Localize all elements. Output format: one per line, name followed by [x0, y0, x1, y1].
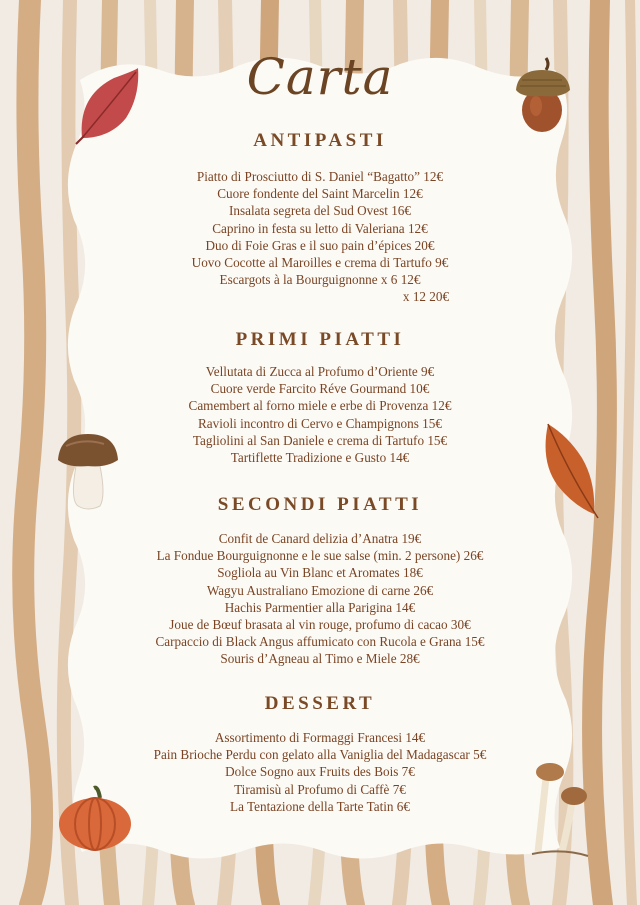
- dish-list: [0, 363, 640, 466]
- dish-item: Cuore fondente del Saint Marcelin 12€: [217, 186, 423, 202]
- dish-item: Tartiflette Tradizione e Gusto 14€: [230, 450, 410, 466]
- section-heading: ANTIPASTI: [253, 130, 387, 151]
- section-dessert: [0, 693, 640, 815]
- section-antipasti: [0, 130, 640, 306]
- dish-item: Vellutata di Zucca al Profumo d’Oriente 9€: [205, 364, 435, 379]
- dish-item: Piatto di Prosciutto di S. Daniel “Bagatto” 12€: [196, 169, 444, 184]
- dish-item: Escargots à la Bourguignonne x 6 12€: [219, 272, 421, 288]
- menu-title: Carta: [246, 48, 394, 106]
- dish-item: Confit de Canard delizia d’Anatra 19€: [218, 531, 422, 546]
- section-secondi: [0, 494, 640, 668]
- dish-item: Duo di Foie Gras e il suo pain d’épices 20€: [205, 237, 435, 253]
- section-heading: DESSERT: [264, 693, 376, 714]
- dish-item: Carpaccio di Black Angus affumicato con Rucola e Grana 15€: [155, 634, 485, 650]
- dish-list: [0, 530, 640, 668]
- dish-item: Assortimento di Formaggi Francesi 14€: [214, 730, 426, 745]
- dish-item: Pain Brioche Perdu con gelato alla Vaniglia del Madagascar 5€: [153, 747, 487, 763]
- dish-item: Souris d’Agneau al Timo e Miele 28€: [220, 651, 420, 667]
- dish-item: Caprino in festa su letto di Valeriana 12€: [212, 220, 428, 236]
- dish-item: Cuore verde Farcito Réve Gourmand 10€: [210, 381, 430, 397]
- dish-item: Wagyu Australiano Emozione di carne 26€: [206, 582, 434, 598]
- dish-item: Tagliolini al San Daniele e crema di Tartufo 15€: [192, 432, 448, 448]
- dish-item: Tiramisù al Profumo di Caffè 7€: [234, 781, 406, 797]
- dish-item: Ravioli incontro di Cervo e Champignons 15€: [198, 415, 442, 431]
- section-primi: [0, 329, 640, 466]
- dish-item: Insalata segreta del Sud Ovest 16€: [228, 203, 411, 219]
- section-heading: SECONDI PIATTI: [217, 494, 423, 515]
- dish-item: Dolce Sogno aux Fruits des Bois 7€: [225, 764, 415, 780]
- dish-item: Camembert al forno miele e erbe di Provenza 12€: [188, 398, 452, 414]
- dish-item: Uovo Cocotte al Maroilles e crema di Tartufo 9€: [191, 255, 449, 271]
- dish-item: Sogliola au Vin Blanc et Aromates 18€: [217, 565, 423, 581]
- section-heading: PRIMI PIATTI: [235, 329, 405, 350]
- dish-list: [0, 168, 640, 306]
- dish-list: [0, 729, 640, 815]
- dish-item: La Fondue Bourguignonne e le sue salse (min. 2 persone) 26€: [156, 548, 484, 564]
- dish-item: Hachis Parmentier alla Parigina 14€: [224, 599, 416, 615]
- dish-item-variant: x 12 20€: [402, 289, 450, 305]
- dish-item: La Tentazione della Tarte Tatin 6€: [230, 798, 410, 814]
- dish-item: Joue de Bœuf brasata al vin rouge, profumo di cacao 30€: [169, 617, 471, 633]
